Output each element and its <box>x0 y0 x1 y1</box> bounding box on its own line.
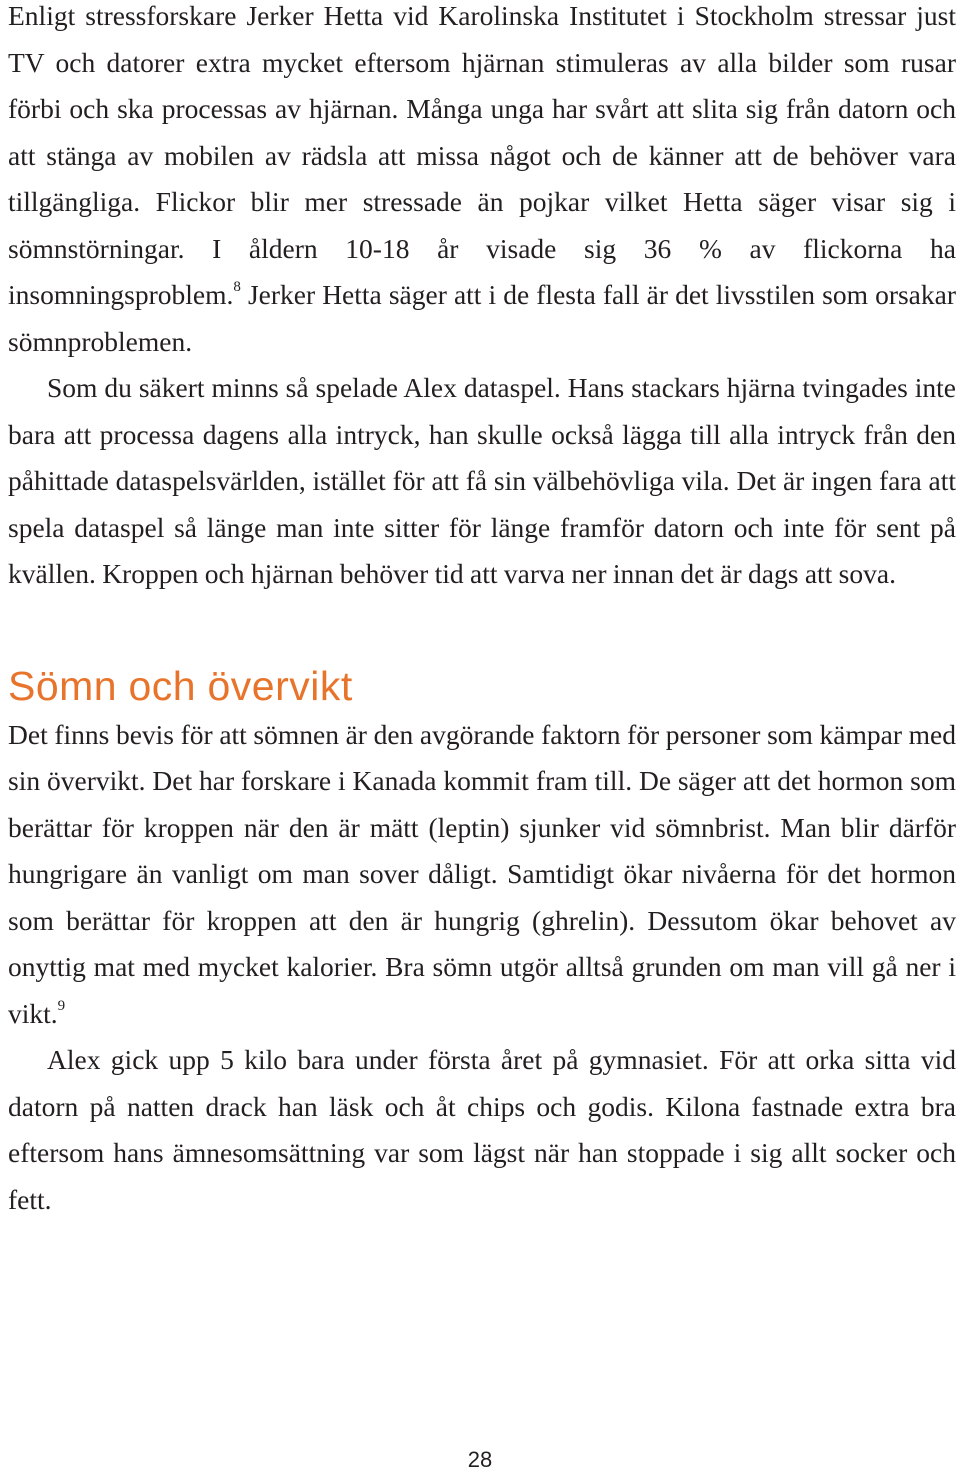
body-paragraph-stress <box>8 0 956 365</box>
document-page <box>8 0 956 1223</box>
body-paragraph-overweight <box>8 712 956 1038</box>
page-number: 28 <box>467 1447 493 1472</box>
paragraph-text-continued: Jerker Hetta säger att i de flesta fall är det livsstilen som orsakar sömnproblemen. <box>8 279 956 357</box>
body-paragraph-alex-weight <box>8 1037 956 1223</box>
paragraph-text: Som du säkert minns så spelade Alex dataspel. Hans stackars hjärna tvingades inte bara att processa dagens alla intryck, han skulle också lägga till alla intryck från den påhittade dataspelsvärlden, istället för att få sin välbehövliga vila. Det är ingen fara att spela dataspel så länge man inte sitter för länge framför datorn och inte för sent på kvällen. Kroppen och hjärnan behöver tid att varva ner innan det är dags att sova. <box>8 372 956 589</box>
body-paragraph-alex-gaming <box>8 365 956 598</box>
paragraph-text: Det finns bevis för att sömnen är den avgörande faktorn för personer som kämpar med sin övervikt. Det har forskare i Kanada kommit fram till. De säger att det hormon som berättar för kroppen när den är mätt (leptin) sjunker vid sömnbrist. Man blir därför hungrigare än vanligt om man sover dåligt. Samtidigt ökar nivåerna för det hormon som berättar för kroppen att den är hungrig (ghrelin). Dessutom ökar behovet av onyttig mat med mycket kalorier. Bra sömn utgör alltså grunden om man vill gå ner i vikt. <box>8 718 956 1029</box>
paragraph-text: Alex gick upp 5 kilo bara under första året på gymnasiet. För att orka sitta vid datorn på natten drack han läsk och åt chips och godis. Kilona fastnade extra bra eftersom hans ämnesomsättning var som lägst när han stoppade i sig allt socker och fett. <box>8 1044 956 1215</box>
section-heading: Sömn och övervikt <box>8 662 353 709</box>
paragraph-text: Enligt stressforskare Jerker Hetta vid Karolinska Institutet i Stockholm stressar just TV och datorer extra mycket eftersom hjärnan stimuleras av alla bilder som rusar förbi och ska processas av hjärnan. Många unga har svårt att slita sig från datorn och att stänga av mobilen av rädsla att missa något och de känner att de behöver vara tillgängliga. Flickor blir mer stressade än pojkar vilket Hetta säger visar sig i sömnstörningar. I åldern 10-18 år visade sig 36 % av flickorna ha insomningsproblem. <box>8 0 956 310</box>
footnote-marker: 8 <box>233 279 241 295</box>
footnote-marker: 9 <box>57 997 66 1014</box>
